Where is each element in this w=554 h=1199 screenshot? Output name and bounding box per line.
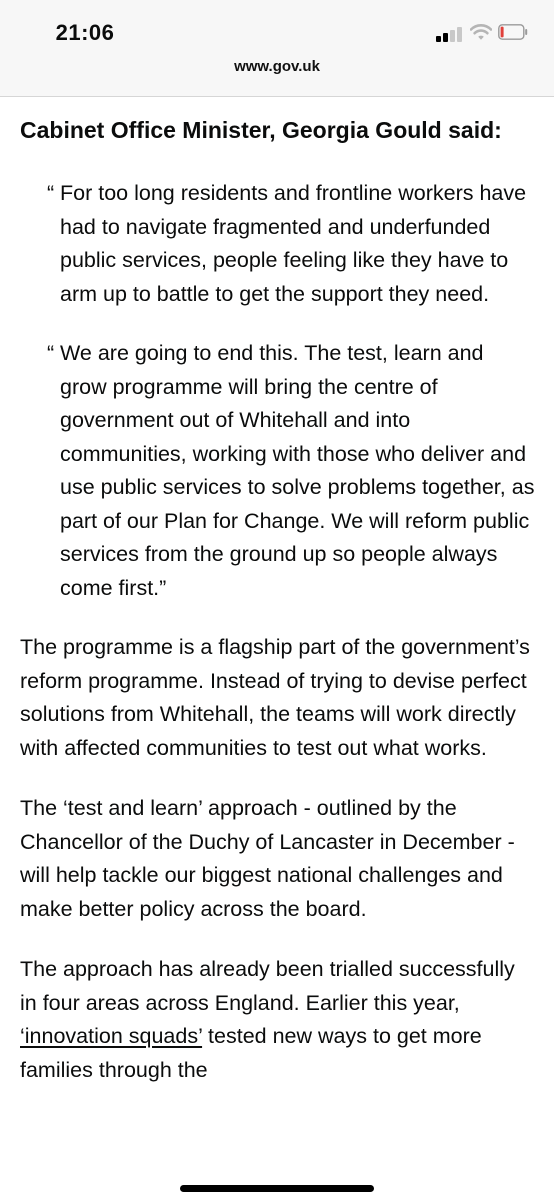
body-paragraph xyxy=(20,953,535,1087)
quote-block xyxy=(47,337,535,605)
article-content xyxy=(20,113,535,1114)
body-paragraph: The programme is a flagship part of the government’s reform programme. Instead of trying to devise perfect solutions from Whitehall, the teams will work directly with affected communities to test out what works. xyxy=(20,635,530,760)
innovation-squads-link[interactable]: ‘innovation squads’ xyxy=(20,1024,203,1048)
open-quote-mark: “ xyxy=(47,341,55,365)
body-paragraph: The ‘test and learn’ approach - outlined by the Chancellor of the Duchy of Lancaster in December - will help tackle our biggest national challenges and make better policy across the board. xyxy=(20,796,515,921)
quote-block xyxy=(47,177,535,311)
address-bar-url[interactable]: www.gov.uk xyxy=(234,58,320,75)
battery-icon xyxy=(498,24,528,40)
status-time: 21:06 xyxy=(55,20,115,45)
quote-text: For too long residents and frontline workers have had to navigate fragmented and underfunded public services, people feeling like they have to arm up to battle to get the support they need. xyxy=(60,181,527,306)
open-quote-mark: “ xyxy=(47,181,55,205)
browser-status-bar xyxy=(0,0,554,97)
quote-text: We are going to end this. The test, learn and grow programme will bring the centre of government out of Whitehall and into communities, working with those who deliver and use public services to solve problems together, as part of our Plan for Change. We will reform public services from the ground up so people always come first.” xyxy=(60,341,535,600)
wifi-icon xyxy=(470,23,492,41)
home-indicator[interactable] xyxy=(180,1185,374,1192)
signal-icon xyxy=(436,26,464,42)
paragraph-text: The approach has already been trialled successfully in four areas across England. Earlier this year, xyxy=(20,957,515,1015)
quote-attribution-heading: Cabinet Office Minister, Georgia Gould said: xyxy=(20,117,502,143)
paragraph-text: tested new ways to get more families through the xyxy=(20,1024,482,1082)
